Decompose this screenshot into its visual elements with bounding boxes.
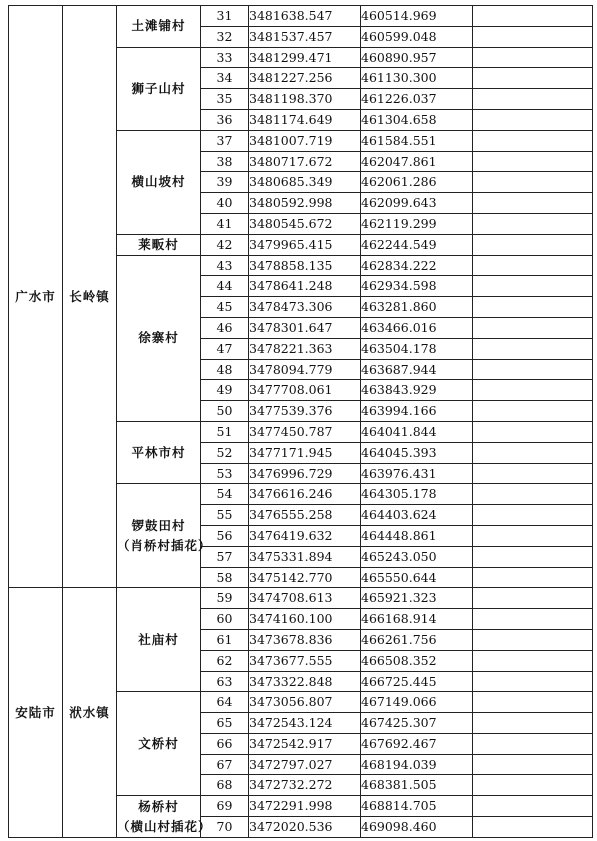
village-cell [117, 130, 201, 234]
point-number-cell: 48 [201, 359, 249, 380]
x-coordinate-cell: 3481174.649 [249, 109, 361, 130]
point-number-cell: 68 [201, 775, 249, 796]
y-coordinate-cell: 468194.039 [361, 754, 473, 775]
point-number-cell: 69 [201, 796, 249, 817]
empty-cell [473, 567, 593, 588]
empty-cell [473, 733, 593, 754]
point-number-cell: 49 [201, 380, 249, 401]
x-coordinate-cell: 3473322.848 [249, 671, 361, 692]
point-number-cell: 40 [201, 193, 249, 214]
point-number-cell: 50 [201, 401, 249, 422]
x-coordinate-cell: 3479965.415 [249, 234, 361, 255]
point-number-cell: 53 [201, 463, 249, 484]
y-coordinate-cell: 462047.861 [361, 151, 473, 172]
point-number-cell: 43 [201, 255, 249, 276]
empty-cell [473, 484, 593, 505]
y-coordinate-cell: 463466.016 [361, 317, 473, 338]
coordinate-table-body [9, 6, 593, 838]
point-number-cell: 32 [201, 26, 249, 47]
x-coordinate-cell: 3478094.779 [249, 359, 361, 380]
point-number-cell: 60 [201, 609, 249, 630]
point-number-cell: 62 [201, 650, 249, 671]
y-coordinate-cell: 462934.598 [361, 276, 473, 297]
y-coordinate-cell: 465243.050 [361, 546, 473, 567]
x-coordinate-cell: 3476996.729 [249, 463, 361, 484]
village-note: （横山村插花） [117, 818, 212, 834]
y-coordinate-cell: 460599.048 [361, 26, 473, 47]
empty-cell [473, 109, 593, 130]
village-name: 文桥村 [138, 735, 179, 751]
point-number-cell: 56 [201, 525, 249, 546]
point-number-cell: 59 [201, 588, 249, 609]
x-coordinate-cell: 3481198.370 [249, 89, 361, 110]
y-coordinate-cell: 464305.178 [361, 484, 473, 505]
town-cell: 洑水镇 [63, 588, 117, 838]
village-name: 平林市村 [131, 444, 186, 460]
village-cell [117, 796, 212, 838]
point-number-cell: 66 [201, 733, 249, 754]
y-coordinate-cell: 469098.460 [361, 817, 473, 838]
x-coordinate-cell: 3477450.787 [249, 421, 361, 442]
point-number-cell: 57 [201, 546, 249, 567]
coordinate-table-page [8, 5, 592, 838]
y-coordinate-cell: 466168.914 [361, 609, 473, 630]
point-number-cell: 58 [201, 567, 249, 588]
y-coordinate-cell: 467149.066 [361, 692, 473, 713]
empty-cell [473, 505, 593, 526]
table-row [9, 6, 593, 27]
x-coordinate-cell: 3478301.647 [249, 317, 361, 338]
x-coordinate-cell: 3473678.836 [249, 629, 361, 650]
point-number-cell: 31 [201, 6, 249, 27]
empty-cell [473, 151, 593, 172]
x-coordinate-cell: 3473677.555 [249, 650, 361, 671]
empty-cell [473, 255, 593, 276]
village-cell [117, 255, 201, 421]
point-number-cell: 39 [201, 172, 249, 193]
empty-cell [473, 213, 593, 234]
point-number-cell: 36 [201, 109, 249, 130]
empty-cell [473, 89, 593, 110]
point-number-cell: 44 [201, 276, 249, 297]
x-coordinate-cell: 3473056.807 [249, 692, 361, 713]
y-coordinate-cell: 462834.222 [361, 255, 473, 276]
x-coordinate-cell: 3472020.536 [249, 817, 361, 838]
empty-cell [473, 68, 593, 89]
empty-cell [473, 692, 593, 713]
x-coordinate-cell: 3474160.100 [249, 609, 361, 630]
empty-cell [473, 359, 593, 380]
empty-cell [473, 380, 593, 401]
y-coordinate-cell: 460514.969 [361, 6, 473, 27]
village-note: （肖桥村插花） [117, 537, 212, 553]
empty-cell [473, 671, 593, 692]
y-coordinate-cell: 464403.624 [361, 505, 473, 526]
x-coordinate-cell: 3478858.135 [249, 255, 361, 276]
empty-cell [473, 754, 593, 775]
x-coordinate-cell: 3472732.272 [249, 775, 361, 796]
village-name: 狮子山村 [131, 80, 186, 96]
y-coordinate-cell: 461130.300 [361, 68, 473, 89]
x-coordinate-cell: 3477171.945 [249, 442, 361, 463]
empty-cell [473, 796, 593, 817]
x-coordinate-cell: 3481227.256 [249, 68, 361, 89]
point-number-cell: 64 [201, 692, 249, 713]
x-coordinate-cell: 3472797.027 [249, 754, 361, 775]
y-coordinate-cell: 463687.944 [361, 359, 473, 380]
empty-cell [473, 338, 593, 359]
y-coordinate-cell: 464448.861 [361, 525, 473, 546]
city-cell: 安陆市 [9, 588, 63, 838]
empty-cell [473, 276, 593, 297]
y-coordinate-cell: 462119.299 [361, 213, 473, 234]
x-coordinate-cell: 3480717.672 [249, 151, 361, 172]
y-coordinate-cell: 468381.505 [361, 775, 473, 796]
town-cell: 长岭镇 [63, 6, 117, 588]
y-coordinate-cell: 463504.178 [361, 338, 473, 359]
point-number-cell: 65 [201, 713, 249, 734]
empty-cell [473, 47, 593, 68]
x-coordinate-cell: 3481007.719 [249, 130, 361, 151]
village-name: 徐寨村 [138, 330, 179, 346]
village-name: 土滩铺村 [131, 18, 186, 34]
village-cell [117, 6, 201, 48]
empty-cell [473, 775, 593, 796]
y-coordinate-cell: 460890.957 [361, 47, 473, 68]
y-coordinate-cell: 464045.393 [361, 442, 473, 463]
y-coordinate-cell: 466725.445 [361, 671, 473, 692]
x-coordinate-cell: 3480685.349 [249, 172, 361, 193]
x-coordinate-cell: 3481537.457 [249, 26, 361, 47]
y-coordinate-cell: 466261.756 [361, 629, 473, 650]
village-cell [117, 484, 212, 588]
point-number-cell: 63 [201, 671, 249, 692]
y-coordinate-cell: 468814.705 [361, 796, 473, 817]
village-cell [117, 692, 201, 796]
y-coordinate-cell: 463994.166 [361, 401, 473, 422]
point-number-cell: 35 [201, 89, 249, 110]
x-coordinate-cell: 3472291.998 [249, 796, 361, 817]
village-cell [117, 234, 201, 255]
empty-cell [473, 442, 593, 463]
y-coordinate-cell: 466508.352 [361, 650, 473, 671]
village-name: 杨桥村 [138, 798, 179, 814]
x-coordinate-cell: 3481638.547 [249, 6, 361, 27]
point-number-cell: 41 [201, 213, 249, 234]
empty-cell [473, 234, 593, 255]
x-coordinate-cell: 3477708.061 [249, 380, 361, 401]
empty-cell [473, 463, 593, 484]
x-coordinate-cell: 3478221.363 [249, 338, 361, 359]
empty-cell [473, 297, 593, 318]
coordinate-table [8, 5, 593, 838]
y-coordinate-cell: 465921.323 [361, 588, 473, 609]
point-number-cell: 52 [201, 442, 249, 463]
point-number-cell: 46 [201, 317, 249, 338]
point-number-cell: 55 [201, 505, 249, 526]
x-coordinate-cell: 3478473.306 [249, 297, 361, 318]
empty-cell [473, 588, 593, 609]
x-coordinate-cell: 3476555.258 [249, 505, 361, 526]
empty-cell [473, 546, 593, 567]
x-coordinate-cell: 3476616.246 [249, 484, 361, 505]
village-cell [117, 47, 201, 130]
point-number-cell: 54 [201, 484, 249, 505]
table-row [9, 588, 593, 609]
point-number-cell: 33 [201, 47, 249, 68]
x-coordinate-cell: 3480545.672 [249, 213, 361, 234]
point-number-cell: 51 [201, 421, 249, 442]
x-coordinate-cell: 3480592.998 [249, 193, 361, 214]
point-number-cell: 61 [201, 629, 249, 650]
y-coordinate-cell: 461226.037 [361, 89, 473, 110]
empty-cell [473, 525, 593, 546]
x-coordinate-cell: 3475142.770 [249, 567, 361, 588]
y-coordinate-cell: 461304.658 [361, 109, 473, 130]
village-name: 莱畈村 [138, 236, 179, 252]
y-coordinate-cell: 461584.551 [361, 130, 473, 151]
y-coordinate-cell: 462244.549 [361, 234, 473, 255]
point-number-cell: 37 [201, 130, 249, 151]
x-coordinate-cell: 3472543.124 [249, 713, 361, 734]
y-coordinate-cell: 462061.286 [361, 172, 473, 193]
y-coordinate-cell: 463281.860 [361, 297, 473, 318]
y-coordinate-cell: 463843.929 [361, 380, 473, 401]
x-coordinate-cell: 3477539.376 [249, 401, 361, 422]
village-name: 社庙村 [138, 631, 179, 647]
village-name: 锣鼓田村 [131, 518, 186, 534]
point-number-cell: 45 [201, 297, 249, 318]
empty-cell [473, 26, 593, 47]
x-coordinate-cell: 3478641.248 [249, 276, 361, 297]
village-cell [117, 421, 201, 483]
empty-cell [473, 609, 593, 630]
empty-cell [473, 713, 593, 734]
empty-cell [473, 629, 593, 650]
village-cell [117, 588, 201, 692]
y-coordinate-cell: 463976.431 [361, 463, 473, 484]
empty-cell [473, 130, 593, 151]
empty-cell [473, 401, 593, 422]
x-coordinate-cell: 3476419.632 [249, 525, 361, 546]
village-name: 横山坡村 [131, 174, 186, 190]
point-number-cell: 67 [201, 754, 249, 775]
empty-cell [473, 172, 593, 193]
empty-cell [473, 317, 593, 338]
y-coordinate-cell: 464041.844 [361, 421, 473, 442]
point-number-cell: 70 [201, 817, 249, 838]
point-number-cell: 34 [201, 68, 249, 89]
empty-cell [473, 421, 593, 442]
empty-cell [473, 650, 593, 671]
x-coordinate-cell: 3475331.894 [249, 546, 361, 567]
x-coordinate-cell: 3472542.917 [249, 733, 361, 754]
empty-cell [473, 193, 593, 214]
x-coordinate-cell: 3481299.471 [249, 47, 361, 68]
y-coordinate-cell: 465550.644 [361, 567, 473, 588]
empty-cell [473, 6, 593, 27]
city-cell: 广水市 [9, 6, 63, 588]
empty-cell [473, 817, 593, 838]
point-number-cell: 42 [201, 234, 249, 255]
point-number-cell: 38 [201, 151, 249, 172]
y-coordinate-cell: 467692.467 [361, 733, 473, 754]
y-coordinate-cell: 467425.307 [361, 713, 473, 734]
y-coordinate-cell: 462099.643 [361, 193, 473, 214]
point-number-cell: 47 [201, 338, 249, 359]
x-coordinate-cell: 3474708.613 [249, 588, 361, 609]
